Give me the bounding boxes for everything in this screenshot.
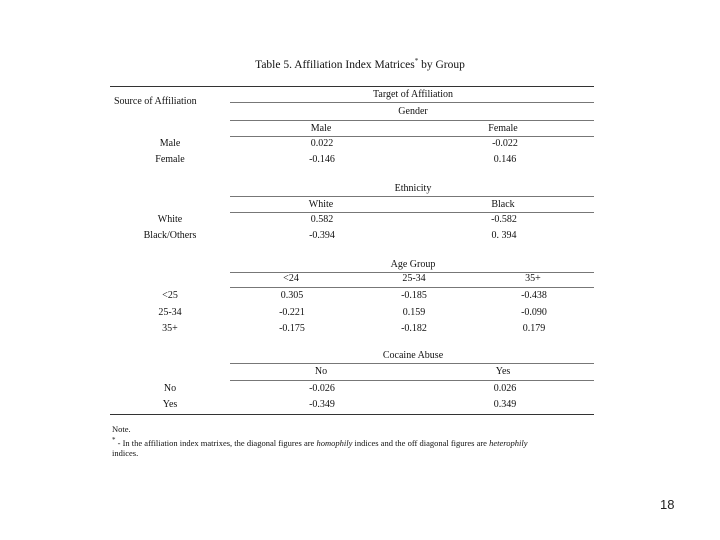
cocaine-row-no-label: No bbox=[163, 383, 177, 394]
ethnicity-row-black-black: 0. 394 bbox=[491, 230, 517, 241]
note-label: Note. bbox=[112, 424, 131, 434]
table-bottom-rule bbox=[110, 414, 594, 415]
ethnicity-row-black-white: -0.394 bbox=[309, 230, 335, 241]
age-row-under25-under24: 0.305 bbox=[280, 290, 304, 301]
title-footnote-marker: * bbox=[414, 57, 419, 66]
ethnicity-heading: Ethnicity bbox=[394, 183, 432, 194]
gender-col-male: Male bbox=[310, 123, 332, 134]
cocaine-heading: Cocaine Abuse bbox=[382, 350, 444, 361]
cocaine-row-yes-yes: 0.349 bbox=[493, 399, 517, 410]
age-row-25-34-25-34: 0.159 bbox=[402, 307, 426, 318]
gender-column-rule bbox=[230, 136, 594, 137]
ethnicity-row-black-label: Black/Others bbox=[143, 230, 197, 241]
gender-heading-rule bbox=[230, 120, 594, 121]
cocaine-heading-rule bbox=[230, 363, 594, 364]
ethnicity-heading-rule bbox=[230, 196, 594, 197]
cocaine-row-no-yes: 0.026 bbox=[493, 383, 517, 394]
note-line-2: indices. bbox=[112, 448, 139, 458]
table-title: Table 5. Affiliation Index Matrices* by Group bbox=[255, 57, 465, 71]
target-of-affiliation-header: Target of Affiliation bbox=[372, 89, 454, 100]
age-row-under25-35plus: -0.438 bbox=[521, 290, 547, 301]
target-divider-rule bbox=[230, 102, 594, 103]
cocaine-row-no-no: -0.026 bbox=[309, 383, 335, 394]
gender-col-female: Female bbox=[488, 123, 518, 134]
age-col-25-34: 25-34 bbox=[402, 273, 426, 284]
age-heading: Age Group bbox=[390, 259, 436, 270]
age-row-under25-label: <25 bbox=[162, 290, 178, 301]
ethnicity-row-white-black: -0.582 bbox=[491, 214, 517, 225]
age-row-25-34-under24: -0.221 bbox=[279, 307, 305, 318]
gender-row-female-label: Female bbox=[155, 154, 185, 165]
gender-row-male-female: -0.022 bbox=[492, 138, 518, 149]
cocaine-row-yes-label: Yes bbox=[162, 399, 178, 410]
gender-row-male-label: Male bbox=[159, 138, 181, 149]
gender-row-female-female: 0.146 bbox=[493, 154, 517, 165]
page-number: 18 bbox=[660, 497, 675, 512]
age-col-under24: <24 bbox=[283, 273, 299, 284]
age-row-25-34-35plus: -0.090 bbox=[521, 307, 547, 318]
cocaine-col-no: No bbox=[314, 366, 328, 377]
ethnicity-row-white-white: 0.582 bbox=[310, 214, 334, 225]
note-line-1: * - In the affiliation index matrixes, the diagonal figures are homophily indices and the off diagonal figures are heterophily bbox=[112, 436, 528, 448]
source-of-affiliation-header: Source of Affiliation bbox=[114, 96, 197, 107]
age-row-35plus-35plus: 0.179 bbox=[522, 323, 546, 334]
gender-heading: Gender bbox=[398, 106, 428, 117]
note-marker: * bbox=[112, 436, 116, 444]
ethnicity-row-white-label: White bbox=[157, 214, 183, 225]
gender-row-male-male: 0.022 bbox=[310, 138, 334, 149]
table-top-rule bbox=[110, 86, 594, 87]
ethnicity-col-black: Black bbox=[491, 199, 515, 210]
cocaine-row-yes-no: -0.349 bbox=[309, 399, 335, 410]
age-row-35plus-under24: -0.175 bbox=[279, 323, 305, 334]
ethnicity-col-white: White bbox=[308, 199, 334, 210]
age-row-35plus-25-34: -0.182 bbox=[401, 323, 427, 334]
age-row-35plus-label: 35+ bbox=[162, 323, 178, 334]
ethnicity-column-rule bbox=[230, 212, 594, 213]
cocaine-col-yes: Yes bbox=[495, 366, 511, 377]
cocaine-column-rule bbox=[230, 380, 594, 381]
age-row-25-34-label: 25-34 bbox=[158, 307, 182, 318]
age-column-rule bbox=[230, 287, 594, 288]
age-row-under25-25-34: -0.185 bbox=[401, 290, 427, 301]
age-col-35plus: 35+ bbox=[525, 273, 541, 284]
gender-row-female-male: -0.146 bbox=[309, 154, 335, 165]
